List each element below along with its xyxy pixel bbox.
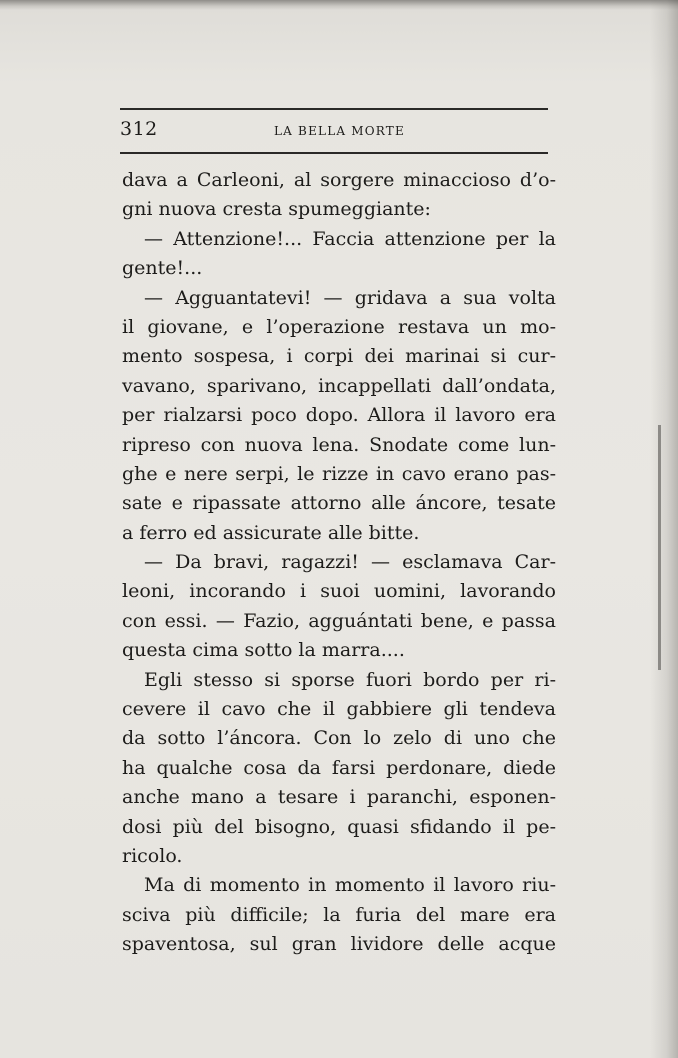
text-line: per rialzarsi poco dopo. Allora il lavoro era [122, 404, 556, 427]
text-line: gente!... [122, 257, 203, 280]
text-line: a ferro ed assicurate alle bitte. [122, 521, 420, 544]
text-body [122, 166, 556, 960]
text-line: Egli stesso si sporse fuori bordo per ri- [144, 668, 556, 691]
text-line: ghe e nere serpi, le rizze in cavo erano pas- [122, 462, 556, 485]
page-edge-mark [658, 425, 661, 670]
text-line: dava a Carleoni, al sorgere minaccioso d’o- [122, 169, 556, 191]
text-line: ricolo. [122, 844, 183, 867]
text-line: leoni, incorando i suoi uomini, lavorando [122, 580, 556, 603]
text-line: mento sospesa, i corpi dei marinai si cur- [122, 345, 556, 368]
text-line: vavano, sparivano, incappellati dall’ondata, [122, 374, 556, 397]
text-line: con essi. — Fazio, agguántati bene, e passa [122, 609, 556, 632]
text-line: sate e ripassate attorno alle áncore, tesate [122, 492, 556, 515]
text-line: sciva più difficile; la furia del mare era [122, 903, 556, 926]
running-title: LA BELLA MORTE [274, 124, 405, 138]
text-line: — Attenzione!... Faccia attenzione per la [144, 227, 556, 250]
header-rule-bottom [120, 152, 548, 154]
running-header [120, 116, 548, 144]
text-line: anche mano a tesare i paranchi, esponen- [122, 786, 556, 809]
text-line: da sotto l’áncora. Con lo zelo di uno che [122, 727, 556, 750]
page-right-edge [650, 0, 678, 1058]
text-line: il giovane, e l’operazione restava un mo- [122, 315, 556, 338]
text-line: spaventosa, sul gran lividore delle acque [122, 933, 556, 956]
text-line: — Da bravi, ragazzi! — esclamava Car- [144, 551, 556, 574]
text-line: gni nuova cresta spumeggiante: [122, 198, 431, 221]
text-line: dosi più del bisogno, quasi sfidando il pe- [122, 815, 556, 838]
text-line: cevere il cavo che il gabbiere gli tendeva [122, 698, 556, 721]
text-line: ha qualche cosa da farsi perdonare, diede [122, 756, 556, 779]
text-line: — Agguantatevi! — gridava a sua volta [144, 286, 556, 309]
page-number: 312 [120, 118, 158, 140]
text-line: questa cima sotto la marra.... [122, 639, 405, 662]
header-rule-top [120, 108, 548, 110]
page-top-shadow [0, 0, 678, 10]
text-line: Ma di momento in momento il lavoro riu- [144, 874, 556, 897]
text-line: ripreso con nuova lena. Snodate come lun- [122, 433, 556, 456]
